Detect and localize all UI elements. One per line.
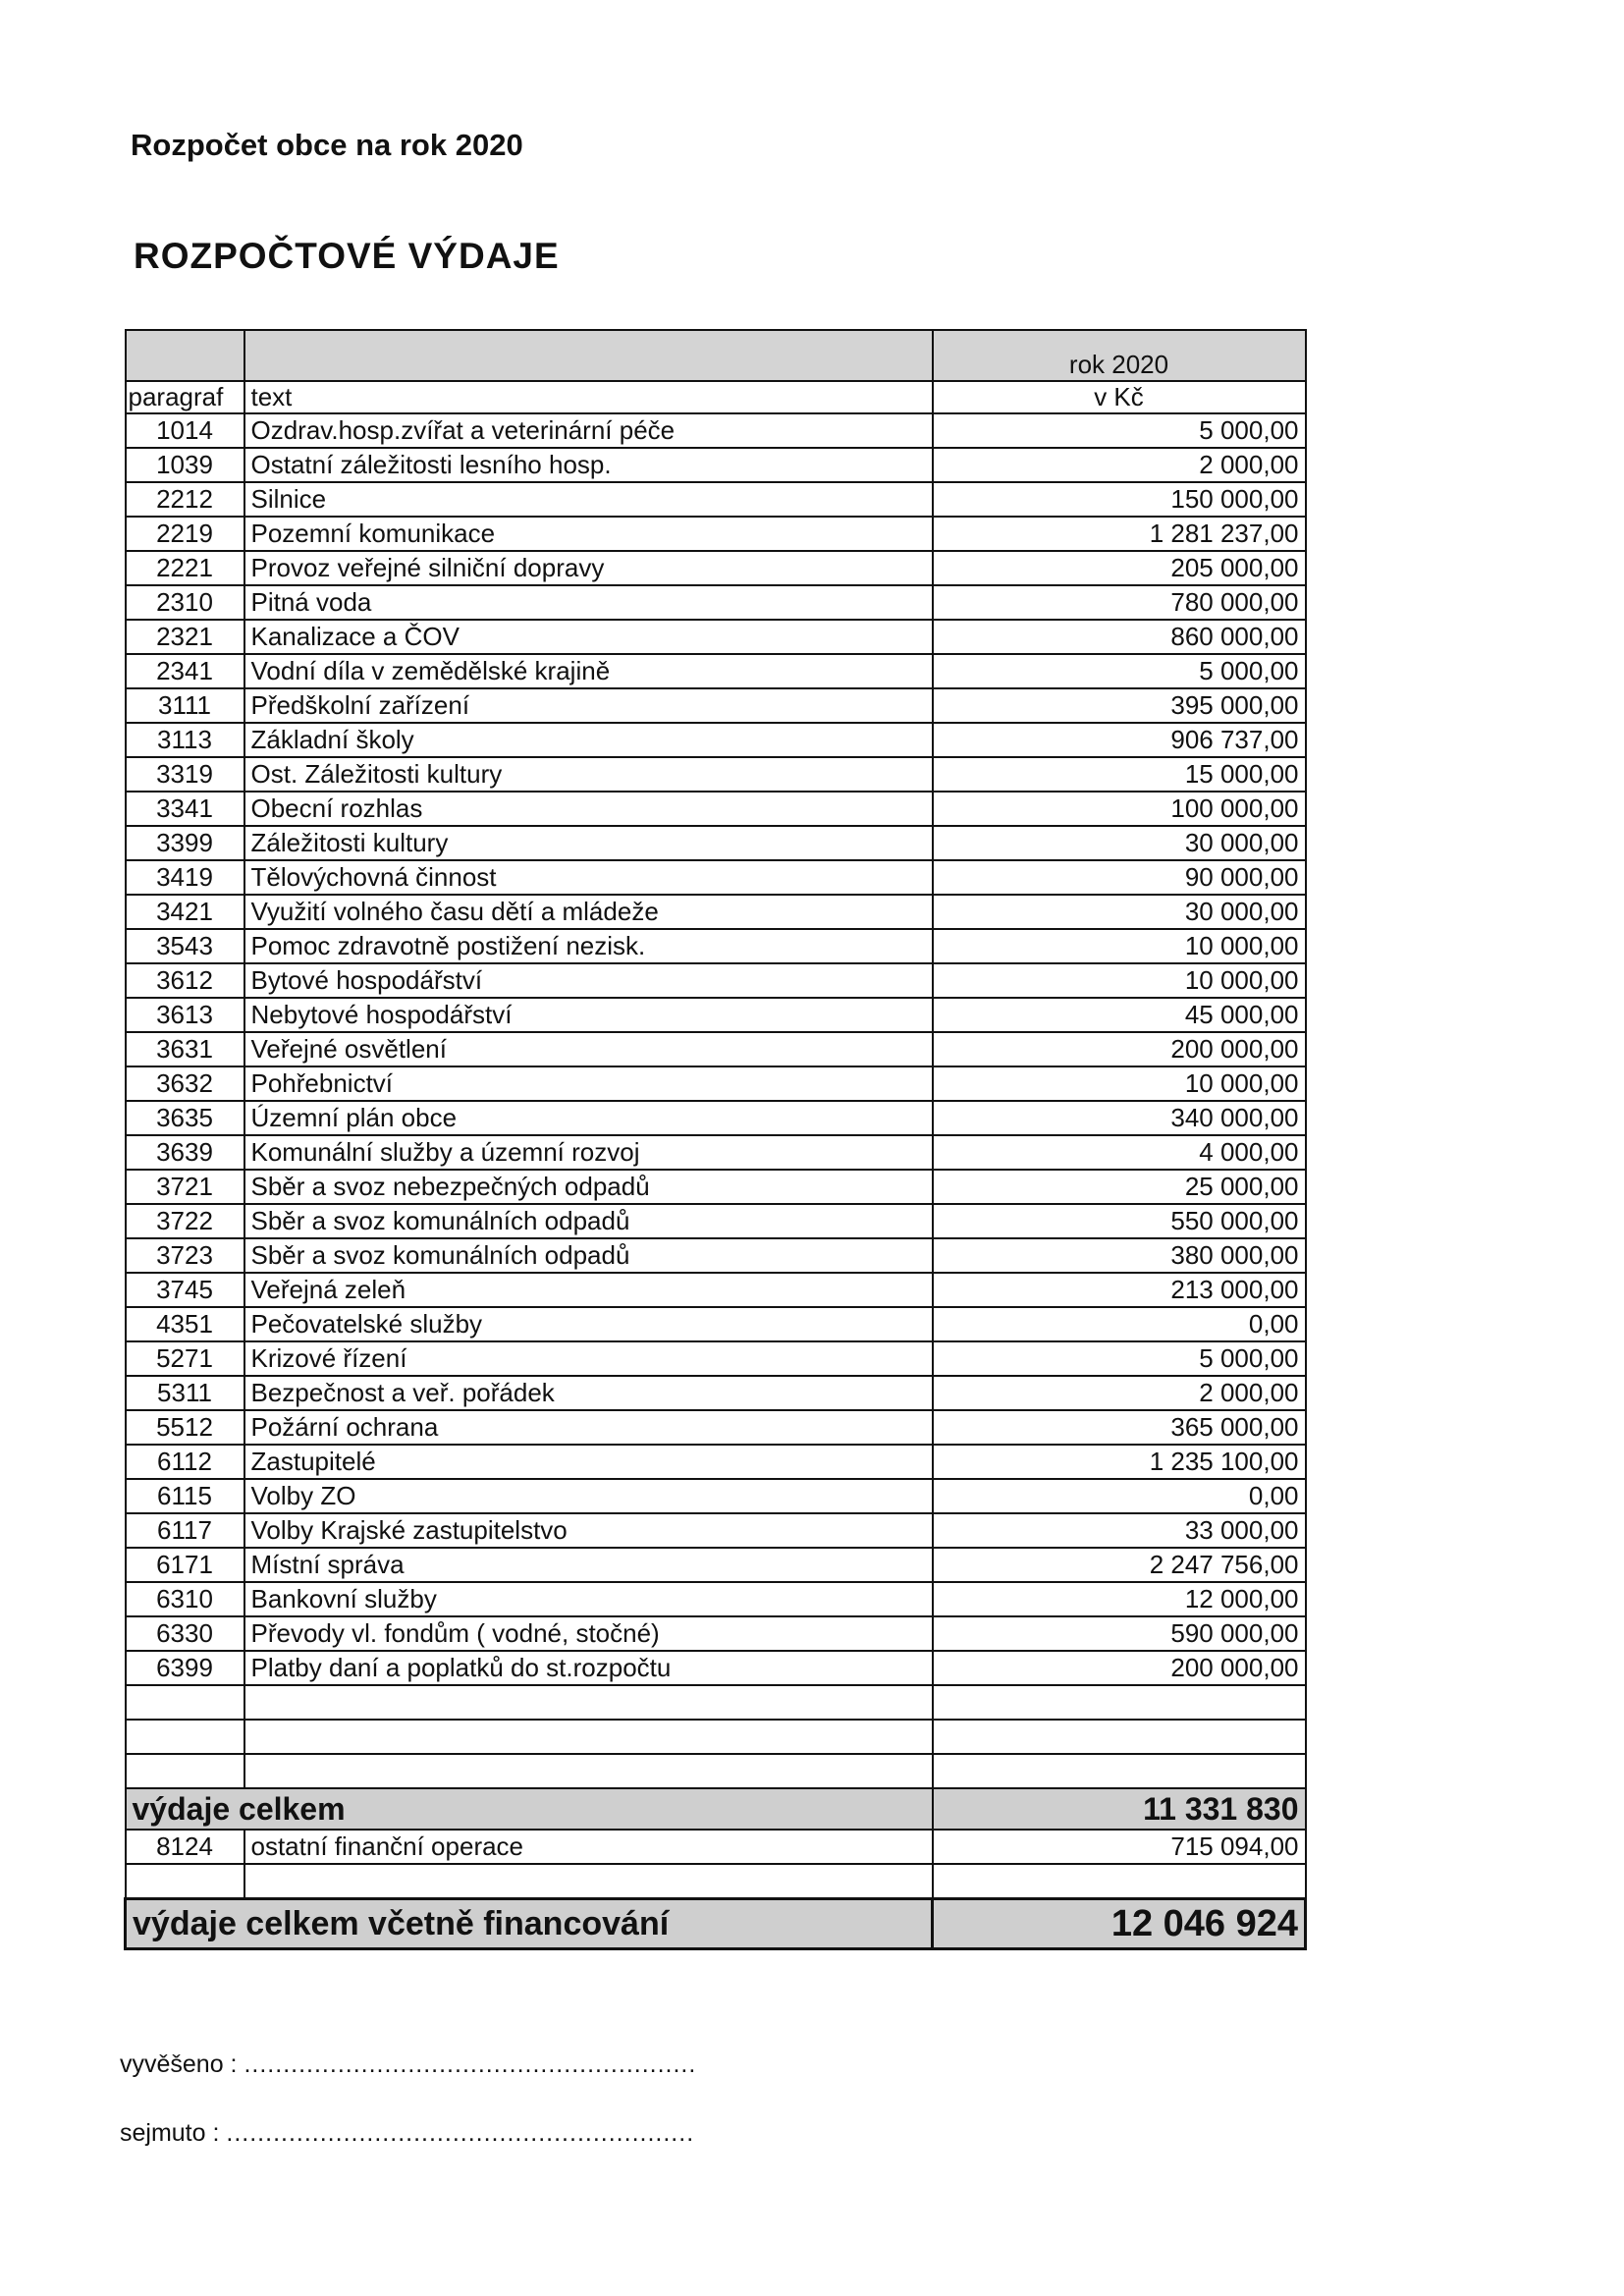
paragraf-cell: 2212 xyxy=(126,482,244,517)
text-cell: Záležitosti kultury xyxy=(244,826,933,860)
text-cell: Volby Krajské zastupitelstvo xyxy=(244,1513,933,1548)
text-cell: Územní plán obce xyxy=(244,1101,933,1135)
value-cell: 10 000,00 xyxy=(933,963,1306,998)
paragraf-cell: 6171 xyxy=(126,1548,244,1582)
paragraf-cell: 6399 xyxy=(126,1651,244,1685)
table-row xyxy=(126,1341,1306,1376)
table-row xyxy=(126,1548,1306,1582)
grand-total-label: výdaje celkem včetně financování xyxy=(126,1899,933,1949)
paragraf-cell: 3722 xyxy=(126,1204,244,1238)
table-row xyxy=(126,998,1306,1032)
table-row xyxy=(126,1445,1306,1479)
value-cell: 100 000,00 xyxy=(933,792,1306,826)
text-cell: Tělovýchovná činnost xyxy=(244,860,933,895)
value-cell: 2 000,00 xyxy=(933,1376,1306,1410)
paragraf-cell: 3543 xyxy=(126,929,244,963)
text-cell: Ostatní záležitosti lesního hosp. xyxy=(244,448,933,482)
table-row xyxy=(126,929,1306,963)
paragraf-cell: 5512 xyxy=(126,1410,244,1445)
value-cell: 45 000,00 xyxy=(933,998,1306,1032)
table-row xyxy=(126,1170,1306,1204)
paragraf-cell: 3419 xyxy=(126,860,244,895)
value-cell: 860 000,00 xyxy=(933,620,1306,654)
paragraf-cell: 3319 xyxy=(126,757,244,792)
value-cell: 365 000,00 xyxy=(933,1410,1306,1445)
paragraf-cell: 2341 xyxy=(126,654,244,688)
text-cell: Pomoc zdravotně postižení nezisk. xyxy=(244,929,933,963)
financing-row xyxy=(126,1830,1306,1864)
empty-cell xyxy=(244,1720,933,1754)
value-cell: 200 000,00 xyxy=(933,1032,1306,1066)
table-row xyxy=(126,826,1306,860)
value-cell: 4 000,00 xyxy=(933,1135,1306,1170)
table-row xyxy=(126,723,1306,757)
empty-cell xyxy=(244,1864,933,1899)
header-unit: v Kč xyxy=(933,381,1306,413)
value-cell: 150 000,00 xyxy=(933,482,1306,517)
text-cell: Ost. Záležitosti kultury xyxy=(244,757,933,792)
paragraf-cell: 3639 xyxy=(126,1135,244,1170)
table-row xyxy=(126,1513,1306,1548)
table-row xyxy=(126,757,1306,792)
table-row xyxy=(126,1582,1306,1616)
value-cell: 780 000,00 xyxy=(933,585,1306,620)
empty-cell xyxy=(126,1754,244,1788)
header-cell-empty xyxy=(244,330,933,381)
text-cell: Zastupitelé xyxy=(244,1445,933,1479)
grand-total-value: 12 046 924 xyxy=(933,1899,1306,1949)
value-cell: 25 000,00 xyxy=(933,1170,1306,1204)
paragraf-cell: 3632 xyxy=(126,1066,244,1101)
table-row xyxy=(126,551,1306,585)
total-row xyxy=(126,1788,1306,1830)
empty-cell xyxy=(933,1864,1306,1899)
table-row xyxy=(126,1238,1306,1273)
value-cell: 906 737,00 xyxy=(933,723,1306,757)
value-cell: 340 000,00 xyxy=(933,1101,1306,1135)
value-cell: 715 094,00 xyxy=(933,1830,1306,1864)
text-cell: Základní školy xyxy=(244,723,933,757)
value-cell: 1 281 237,00 xyxy=(933,517,1306,551)
text-cell: Místní správa xyxy=(244,1548,933,1582)
section-heading: ROZPOČTOVÉ VÝDAJE xyxy=(134,236,560,276)
value-cell: 0,00 xyxy=(933,1307,1306,1341)
text-cell: Pohřebnictví xyxy=(244,1066,933,1101)
header-cell-empty xyxy=(126,330,244,381)
table-row xyxy=(126,1479,1306,1513)
paragraf-cell: 3635 xyxy=(126,1101,244,1135)
paragraf-cell: 4351 xyxy=(126,1307,244,1341)
text-cell: Obecní rozhlas xyxy=(244,792,933,826)
text-cell: Platby daní a poplatků do st.rozpočtu xyxy=(244,1651,933,1685)
removed-line xyxy=(120,2119,694,2148)
value-cell: 0,00 xyxy=(933,1479,1306,1513)
table-row xyxy=(126,963,1306,998)
text-cell: Předškolní zařízení xyxy=(244,688,933,723)
value-cell: 550 000,00 xyxy=(933,1204,1306,1238)
total-label: výdaje celkem xyxy=(126,1788,933,1830)
paragraf-cell: 6117 xyxy=(126,1513,244,1548)
table-row xyxy=(126,413,1306,448)
value-cell: 12 000,00 xyxy=(933,1582,1306,1616)
text-cell: Bytové hospodářství xyxy=(244,963,933,998)
paragraf-cell: 6115 xyxy=(126,1479,244,1513)
value-cell: 5 000,00 xyxy=(933,654,1306,688)
table-row xyxy=(126,620,1306,654)
table-row xyxy=(126,1651,1306,1685)
text-cell: Kanalizace a ČOV xyxy=(244,620,933,654)
table-row xyxy=(126,1032,1306,1066)
paragraf-cell: 3341 xyxy=(126,792,244,826)
table-row xyxy=(126,1066,1306,1101)
paragraf-cell: 6112 xyxy=(126,1445,244,1479)
text-cell: Pozemní komunikace xyxy=(244,517,933,551)
value-cell: 10 000,00 xyxy=(933,929,1306,963)
table-row xyxy=(126,1273,1306,1307)
total-value: 11 331 830 xyxy=(933,1788,1306,1830)
text-cell: Veřejné osvětlení xyxy=(244,1032,933,1066)
document-title: Rozpočet obce na rok 2020 xyxy=(131,128,523,162)
text-cell: Požární ochrana xyxy=(244,1410,933,1445)
blank-row xyxy=(126,1685,1306,1720)
value-cell: 2 000,00 xyxy=(933,448,1306,482)
paragraf-cell: 3631 xyxy=(126,1032,244,1066)
paragraf-cell: 3111 xyxy=(126,688,244,723)
value-cell: 1 235 100,00 xyxy=(933,1445,1306,1479)
text-cell: Krizové řízení xyxy=(244,1341,933,1376)
text-cell: Volby ZO xyxy=(244,1479,933,1513)
paragraf-cell: 3421 xyxy=(126,895,244,929)
table-row xyxy=(126,517,1306,551)
blank-row xyxy=(126,1864,1306,1899)
removed-label: sejmuto : xyxy=(120,2119,220,2147)
value-cell: 590 000,00 xyxy=(933,1616,1306,1651)
table-row xyxy=(126,860,1306,895)
table-row xyxy=(126,585,1306,620)
header-paragraf: paragraf xyxy=(126,381,244,413)
table-row xyxy=(126,1101,1306,1135)
value-cell: 33 000,00 xyxy=(933,1513,1306,1548)
paragraf-cell: 6310 xyxy=(126,1582,244,1616)
text-cell: Ozdrav.hosp.zvířat a veterinární péče xyxy=(244,413,933,448)
empty-cell xyxy=(244,1754,933,1788)
paragraf-cell: 6330 xyxy=(126,1616,244,1651)
text-cell: Využití volného času dětí a mládeže xyxy=(244,895,933,929)
paragraf-cell: 1014 xyxy=(126,413,244,448)
text-cell: Sběr a svoz nebezpečných odpadů xyxy=(244,1170,933,1204)
text-cell: Sběr a svoz komunálních odpadů xyxy=(244,1238,933,1273)
posted-dots: .......................................................... xyxy=(244,2050,697,2078)
table-row xyxy=(126,1135,1306,1170)
header-row-columns xyxy=(126,381,1306,413)
value-cell: 380 000,00 xyxy=(933,1238,1306,1273)
paragraf-cell: 2321 xyxy=(126,620,244,654)
value-cell: 205 000,00 xyxy=(933,551,1306,585)
empty-cell xyxy=(933,1685,1306,1720)
paragraf-cell: 8124 xyxy=(126,1830,244,1864)
paragraf-cell: 1039 xyxy=(126,448,244,482)
table-row xyxy=(126,482,1306,517)
header-year: rok 2020 xyxy=(933,330,1306,381)
text-cell: Veřejná zeleň xyxy=(244,1273,933,1307)
blank-row xyxy=(126,1720,1306,1754)
value-cell: 5 000,00 xyxy=(933,413,1306,448)
text-cell: ostatní finanční operace xyxy=(244,1830,933,1864)
table-row xyxy=(126,1410,1306,1445)
empty-cell xyxy=(126,1864,244,1899)
value-cell: 200 000,00 xyxy=(933,1651,1306,1685)
text-cell: Pitná voda xyxy=(244,585,933,620)
value-cell: 10 000,00 xyxy=(933,1066,1306,1101)
paragraf-cell: 2221 xyxy=(126,551,244,585)
table-row xyxy=(126,792,1306,826)
value-cell: 2 247 756,00 xyxy=(933,1548,1306,1582)
text-cell: Sběr a svoz komunálních odpadů xyxy=(244,1204,933,1238)
blank-row xyxy=(126,1754,1306,1788)
paragraf-cell: 2310 xyxy=(126,585,244,620)
table-row xyxy=(126,654,1306,688)
grand-total-row xyxy=(126,1899,1306,1949)
empty-cell xyxy=(933,1720,1306,1754)
value-cell: 30 000,00 xyxy=(933,895,1306,929)
value-cell: 15 000,00 xyxy=(933,757,1306,792)
empty-cell xyxy=(126,1720,244,1754)
table-row xyxy=(126,895,1306,929)
value-cell: 5 000,00 xyxy=(933,1341,1306,1376)
paragraf-cell: 3613 xyxy=(126,998,244,1032)
text-cell: Silnice xyxy=(244,482,933,517)
paragraf-cell: 3723 xyxy=(126,1238,244,1273)
table-row xyxy=(126,1616,1306,1651)
value-cell: 30 000,00 xyxy=(933,826,1306,860)
header-text: text xyxy=(244,381,933,413)
text-cell: Bezpečnost a veř. pořádek xyxy=(244,1376,933,1410)
table-row xyxy=(126,1204,1306,1238)
text-cell: Pečovatelské služby xyxy=(244,1307,933,1341)
table-row xyxy=(126,1307,1306,1341)
paragraf-cell: 3721 xyxy=(126,1170,244,1204)
empty-cell xyxy=(126,1685,244,1720)
text-cell: Vodní díla v zemědělské krajině xyxy=(244,654,933,688)
text-cell: Nebytové hospodářství xyxy=(244,998,933,1032)
paragraf-cell: 3113 xyxy=(126,723,244,757)
posted-label: vyvěšeno : xyxy=(120,2050,238,2078)
table-row xyxy=(126,688,1306,723)
removed-dots: ............................................................ xyxy=(226,2119,695,2147)
paragraf-cell: 2219 xyxy=(126,517,244,551)
budget-table xyxy=(124,329,1307,1950)
value-cell: 395 000,00 xyxy=(933,688,1306,723)
table-row xyxy=(126,448,1306,482)
empty-cell xyxy=(933,1754,1306,1788)
header-row-year xyxy=(126,330,1306,381)
empty-cell xyxy=(244,1685,933,1720)
table-row xyxy=(126,1376,1306,1410)
paragraf-cell: 5311 xyxy=(126,1376,244,1410)
value-cell: 213 000,00 xyxy=(933,1273,1306,1307)
paragraf-cell: 3745 xyxy=(126,1273,244,1307)
paragraf-cell: 3612 xyxy=(126,963,244,998)
text-cell: Komunální služby a územní rozvoj xyxy=(244,1135,933,1170)
paragraf-cell: 3399 xyxy=(126,826,244,860)
text-cell: Převody vl. fondům ( vodné, stočné) xyxy=(244,1616,933,1651)
posted-line xyxy=(120,2050,696,2079)
text-cell: Bankovní služby xyxy=(244,1582,933,1616)
text-cell: Provoz veřejné silniční dopravy xyxy=(244,551,933,585)
value-cell: 90 000,00 xyxy=(933,860,1306,895)
paragraf-cell: 5271 xyxy=(126,1341,244,1376)
